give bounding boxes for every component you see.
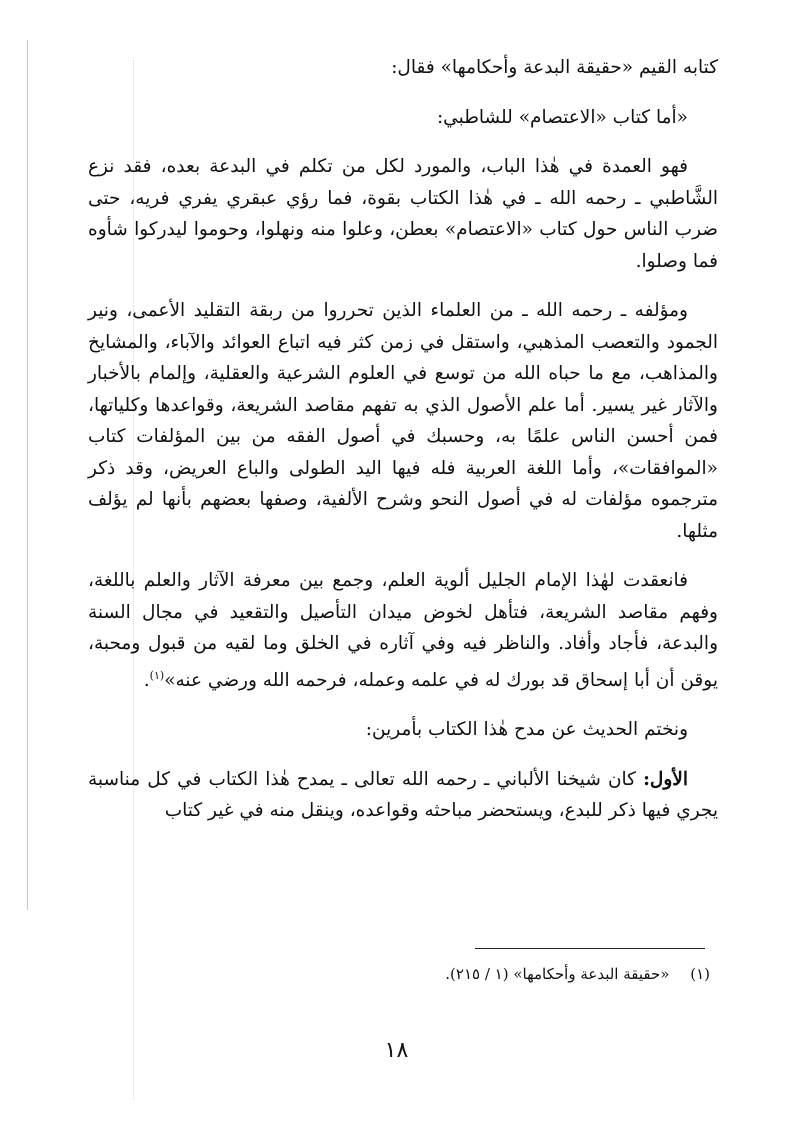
page-number: ١٨ [384,1038,409,1063]
paragraph-author-legacy: فانعقدت لهٰذا الإمام الجليل ألوية العلم، وجمع بين معرفة الآثار والعلم باللغة، وفهم مقاصد الشريعة، فتأهل لخوض ميدان التأصيل والتقعيد في مجال السنة والبدعة، فأجاد وأفاد. والناظر فيه وفي آثاره في الخلق وما لقيه من قبول ومحبة، يوقن أن أبا إسحاق قد بورك له في علمه وعمله، فرحمه الله ورضي عنه»$^{(١)}$. [88,570,718,691]
footnote [100,963,710,985]
first-point-lead: الأول: [643,768,688,790]
first-point-text: كان شيخنا الألباني ـ رحمه الله تعالى ـ يمدح هٰذا الكتاب في كل مناسبة يجري فيها ذكر للبدع، ويستحضر مباحثه وقواعده، وينقل منه في غير كتاب [88,768,718,822]
paragraph-first-point [88,764,718,827]
paragraph-author-bio: ومؤلفه ـ رحمه الله ـ من العلماء الذين تحرروا من ربقة التقليد الأعمى، ونير الجمود والتعصب المذهبي، واستقل في زمن كثر فيه اتباع العوائد والآباء، والمشايخ والمذاهب، مع ما حباه الله من توسع في العلوم الشرعية والعقلية، وإلمام بالأخبار والآثار غير يسير. أما علم الأصول الذي به تفهم مقاصد الشريعة، وقواعدها وكلياتها، فمن أحسن الناس علمًا به، وحسبك في أصول الفقه من بين المؤلفات كتاب «الموافقات»، وأما اللغة العربية فله فيها اليد الطولى والباع العريض، وقد ذكر مترجموه مؤلفات له في أصول النحو وشرح الألفية، وصفها بعضهم بأنها لم يؤلف مثلها. [88,300,718,542]
paragraph-main-reference: فهو العمدة في هٰذا الباب، والمورد لكل من تكلم في البدعة بعده، فقد نزع الشَّاطبي ـ رحمه الله ـ في هٰذا الكتاب بقوة، فما رؤي عبقري يفري فريه، حتى ضرب الناس حول كتاب «الاعتصام» بعطن، وعلوا منه ونهلوا، وحوموا ليدركوا شأوه فما وصلوا. [88,156,718,272]
scan-edge-line [27,40,28,910]
footnote-divider [475,948,705,949]
paragraph-book-heading: «أما كتاب «الاعتصام» للشاطبي: [436,106,688,128]
paragraph-author-legacy-text: فانعقدت لهٰذا الإمام الجليل ألوية العلم، وجمع بين معرفة الآثار والعلم باللغة، وفهم مقاصد الشريعة، فتأهل لخوض ميدان التأصيل والتقعيد في مجال السنة والبدعة، فأجاد وأفاد. والناظر فيه وفي آثاره في الخلق وما لقيه من قبول ومحبة، يوقن أن أبا إسحاق قد بورك له في علمه وعمله، فرحمه الله ورضي عنه» [88,570,718,691]
footnote-number: (١) [690,965,710,983]
footnote-text: «حقيقة البدعة وأحكامها» (١ / ٢١٥). [445,965,670,983]
footnote-reference: (١) [149,668,165,682]
paragraph-closing-intro: ونختم الحديث عن مدح هٰذا الكتاب بأمرين: [365,719,688,741]
page-body [88,52,718,827]
paragraph-intro: كتابه القيم «حقيقة البدعة وأحكامها» فقال: [391,57,718,78]
